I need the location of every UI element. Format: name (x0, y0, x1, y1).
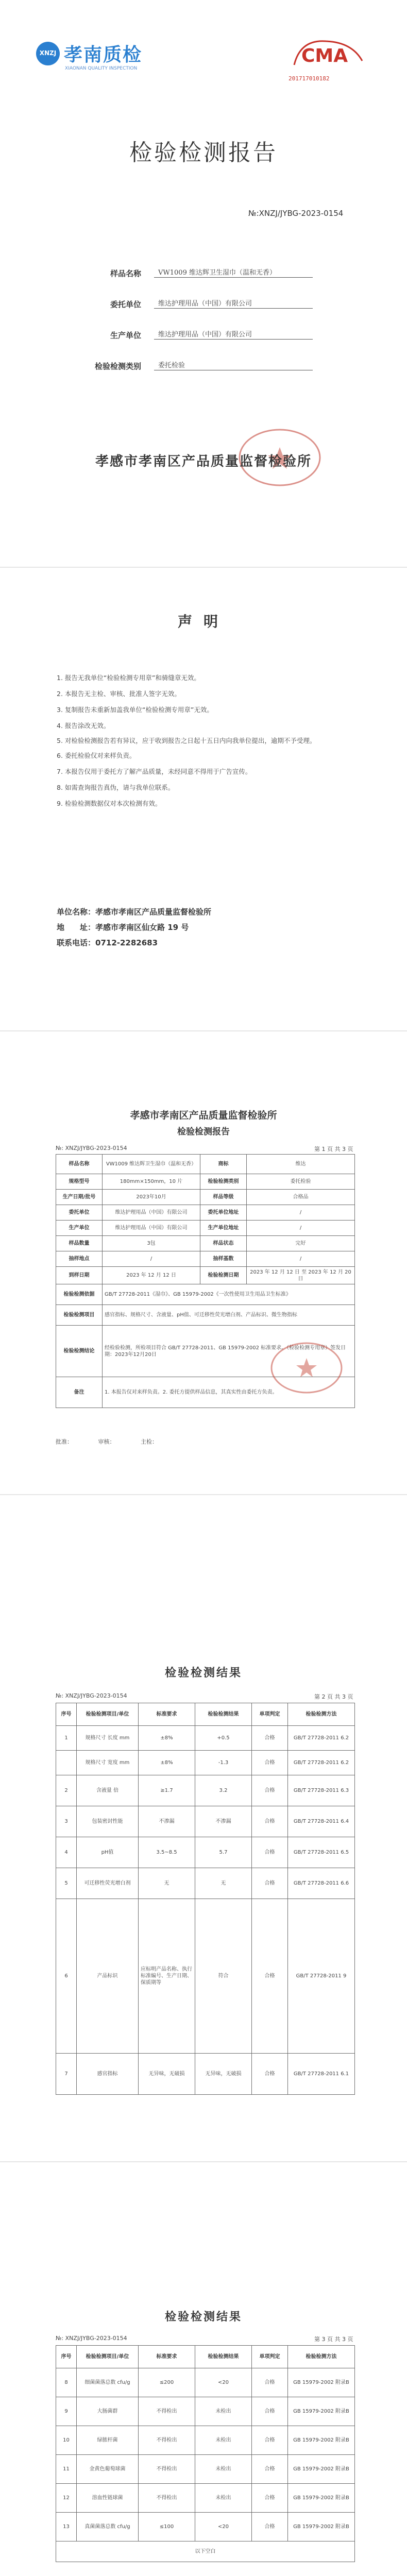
declaration-item: 7. 本报告仅用于委托方了解产品质量，未经同意不得用于广告宣传。 (57, 768, 252, 775)
table-row: 9 大肠菌群 不得检出 未检出 合格 GB 15979-2002 附录B (56, 2397, 355, 2426)
declaration-item: 6. 委托检验仅对来样负责。 (57, 752, 136, 759)
cover-page (0, 0, 407, 567)
table-header-row: 序号 检验检测项目/单位 标准要求 检验检测结果 单项判定 检验检测方法 (56, 1703, 355, 1726)
svg-text:CMA: CMA (301, 45, 348, 66)
table-row: 2 含液量 倍 ≥1.7 3.2 合格 GB/T 27728-2011 6.3 (56, 1775, 355, 1806)
table-row: 检验检测结论 经检验检测，所检项目符合 GB/T 27728-2011、GB 15979-2002 标准要求。（检验检测专用章）签发日期：2023年12月20日 (56, 1326, 355, 1377)
logo-circle-icon (36, 42, 60, 65)
page3-page-number: 第 3 页 共 3 页 (314, 2336, 353, 2343)
table-row: 检验检测依据 GB/T 27728-2011《湿巾》、GB 15979-2002《一次性使用卫生用品卫生标准》 (56, 1284, 355, 1305)
field-label: 样品名称 (110, 269, 141, 278)
table-row: 到样日期 2023 年 12 月 12 日 检验检测日期 2023 年 12 月 12 日 至 2023 年 12 月 20 日 (56, 1267, 355, 1284)
table-row: 备注 1. 本报告仅对来样负责。2. 委托方提供样品信息，其真实性由委托方负责。 (56, 1377, 355, 1408)
logo-subtitle: XIAONAN QUALITY INSPECTION (65, 66, 138, 71)
page1-report-number: №: XNZJ/JYBG-2023-0154 (56, 1145, 127, 1151)
table-header-row: 序号 检验检测项目/单位 标准要求 检验检测结果 单项判定 检验检测方法 (56, 2346, 355, 2368)
page1-page-number: 第 1 页 共 3 页 (314, 1146, 353, 1153)
cover-title: 检验检测报告 (129, 140, 278, 166)
table-row: 7 感官指标 无异味，无破损 无异味，无破损 合格 GB/T 27728-2011 6.1 (56, 2054, 355, 2095)
page1-title: 检验检测报告 (177, 1127, 230, 1137)
table-row: 规格尺寸 宽度 mm ±8% -1.3 合格 GB/T 27728-2011 6.2 (56, 1751, 355, 1775)
contact-unit: 单位名称：孝感市孝南区产品质量监督检验所 (57, 907, 212, 917)
declaration-item: 4. 报告涂改无效。 (57, 722, 110, 730)
cover-field-sample (95, 268, 301, 284)
field-label: 委托单位 (110, 300, 141, 309)
declaration-item: 2. 本报告无主检、审核、批准人签字无效。 (57, 690, 181, 698)
cma-number: 201717010182 (289, 75, 330, 82)
contact-block (57, 904, 211, 951)
declaration-item: 1. 报告无我单位“检验检测专用章”和骑缝章无效。 (57, 674, 200, 682)
page-divider (0, 2161, 407, 2162)
table-row: 规格型号 180mm×150mm，10 片 检验检测类别 委托检验 (56, 1174, 355, 1190)
cover-field-client (95, 299, 301, 315)
page2-results-table (56, 1703, 355, 2095)
declaration-item: 5. 对检验检测报告若有异议，应于收到报告之日起十五日内向我单位提出，逾期不予受理。 (57, 737, 316, 744)
field-value: 维达护理用品（中国）有限公司 (154, 329, 313, 340)
table-row: 样品数量 3包 样品状态 完好 (56, 1236, 355, 1251)
contact-phone: 联系电话：0712-2282683 (57, 938, 158, 947)
cma-mark-icon (290, 35, 367, 71)
cover-report-number: №:XNZJ/JYBG-2023-0154 (248, 209, 344, 218)
contact-address: 地 址：孝感市孝南区仙女路 19 号 (57, 923, 189, 932)
page2-title: 检验检测结果 (164, 1667, 242, 1680)
table-row: 委托单位 维达护理用品（中国）有限公司 委托单位地址 / (56, 1205, 355, 1221)
table-row: 生产单位 维达护理用品（中国）有限公司 生产单位地址 / (56, 1221, 355, 1236)
institution-logo (36, 40, 142, 66)
table-row: 5 可迁移性荧光增白剂 无 无 合格 GB/T 27728-2011 6.6 (56, 1868, 355, 1899)
field-label: 生产单位 (110, 331, 141, 340)
table-row: 检验检测项目 感官指标、规格尺寸、含液量、pH值、可迁移性荧光增白剂、产品标识、微生物指标 (56, 1305, 355, 1326)
table-row: 10 绿脓杆菌 不得检出 未检出 合格 GB 15979-2002 附录B (56, 2426, 355, 2455)
table-row: 样品名称 VW1009 维达辉卫生湿巾（温和无香） 商标 维达 (56, 1155, 355, 1174)
table-row: 抽样地点 / 抽样基数 / (56, 1251, 355, 1267)
declaration-item: 9. 检验检测数据仅对本次检测有效。 (57, 800, 162, 807)
table-row: 12 溶血性链球菌 不得检出 未检出 合格 GB 15979-2002 附录B (56, 2484, 355, 2513)
table-row: 生产日期/批号 2023年10月 样品等级 合格品 (56, 1190, 355, 1205)
declaration-item: 8. 如需查询报告真伪，请与我单位联系。 (57, 784, 175, 791)
cover-field-manufacturer (95, 330, 301, 346)
table-row: 6 产品标识 应标明产品名称、执行标准编号、生产日期、保质期等 符合 合格 GB/T 27728-2011 9 (56, 1899, 355, 2054)
page3-title: 检验检测结果 (164, 2311, 242, 2324)
table-row: 1 规格尺寸 长度 mm ±8% +0.5 合格 GB/T 27728-2011 6.2 (56, 1726, 355, 1751)
page2-report-number: №: XNZJ/JYBG-2023-0154 (56, 1692, 127, 1699)
page-divider (0, 1494, 407, 1495)
declaration-title: 声明 (177, 613, 229, 630)
logo-text: 孝南质检 (64, 44, 143, 65)
cover-institution-name: 孝感市孝南区产品质量监督检验所 (95, 454, 312, 469)
page3-results-table (56, 2345, 355, 2562)
cover-field-category (95, 361, 301, 377)
table-row: 以下空白 (56, 2541, 355, 2562)
field-value: 维达护理用品（中国）有限公司 (154, 298, 313, 309)
table-row: 11 金黄色葡萄球菌 不得检出 未检出 合格 GB 15979-2002 附录B (56, 2455, 355, 2484)
field-value: VW1009 维达辉卫生湿巾（温和无香） (154, 267, 313, 278)
page2-page-number: 第 2 页 共 3 页 (314, 1693, 353, 1700)
page1-signatures: 批准： 审核： 主检： (56, 1438, 158, 1445)
declaration-list (57, 670, 361, 811)
table-row: 8 细菌菌落总数 cfu/g ≤200 <20 合格 GB 15979-2002 附录B (56, 2368, 355, 2397)
table-row: 3 包装密封性能 不渗漏 不渗漏 合格 GB/T 27728-2011 6.4 (56, 1806, 355, 1837)
table-row: 4 pH值 3.5~8.5 5.7 合格 GB/T 27728-2011 6.5 (56, 1837, 355, 1868)
page1-institution: 孝感市孝南区产品质量监督检验所 (130, 1110, 277, 1121)
logo-circle-text: XNZJ (39, 49, 57, 57)
field-value: 委托检验 (154, 360, 313, 370)
inspection-seal-icon (268, 1340, 345, 1396)
page-divider (0, 1030, 407, 1031)
field-label: 检验检测类别 (95, 362, 142, 371)
table-row: 13 真菌菌落总数 cfu/g ≤100 <20 合格 GB 15979-2002 附录B (56, 2513, 355, 2541)
page3-report-number: №: XNZJ/JYBG-2023-0154 (56, 2335, 127, 2342)
declaration-item: 3. 复制报告未重新加盖我单位“检验检测专用章”无效。 (57, 706, 213, 714)
